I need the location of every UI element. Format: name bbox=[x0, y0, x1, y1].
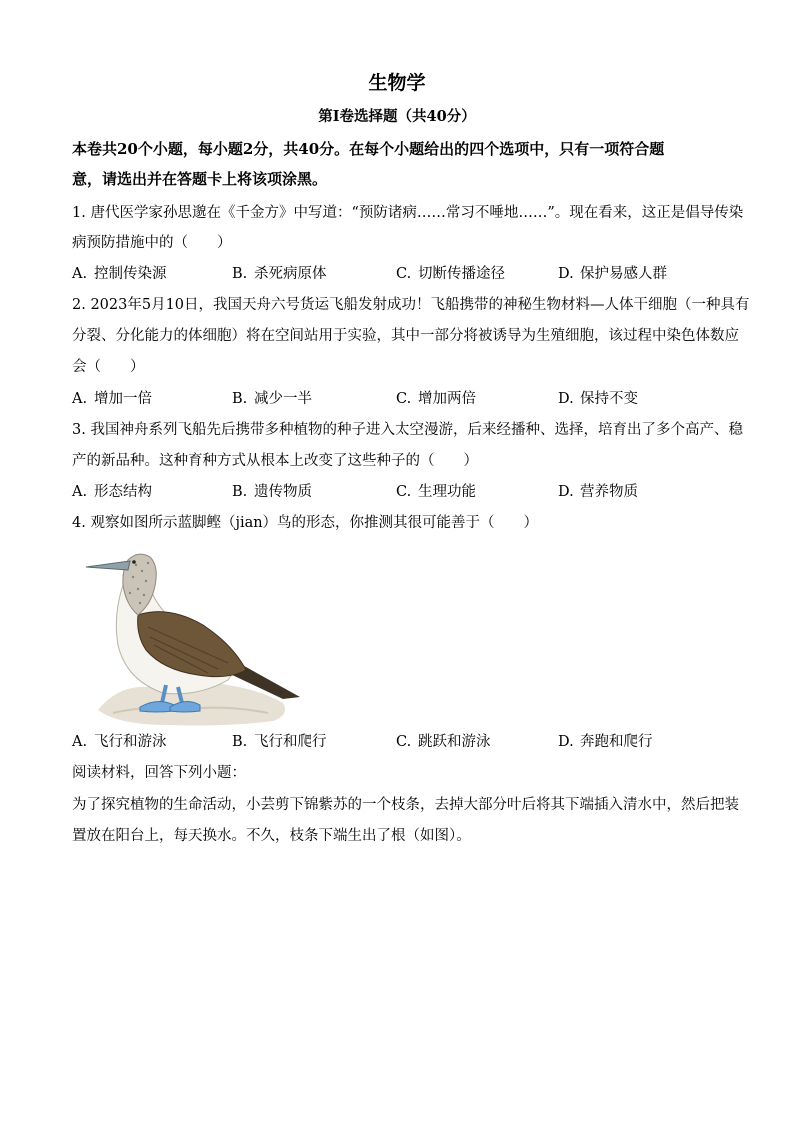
question-4-option-a: A. 飞行和游泳 bbox=[72, 734, 167, 750]
question-2-line-1: 2. 2023年5月10日，我国天舟六号货运飞船发射成功！飞船携带的神秘生物材料—人体干细胞（一种具有 bbox=[72, 297, 750, 313]
question-2-option-b: B. 减少一半 bbox=[232, 391, 312, 407]
question-2-line-2: 分裂、分化能力的体细胞）将在空间站用于实验，其中一部分将被诱导为生殖细胞，该过程中染色体数应 bbox=[72, 328, 739, 344]
question-4-option-d: D. 奔跑和爬行 bbox=[558, 734, 653, 750]
question-1-option-d: D. 保护易感人群 bbox=[558, 266, 667, 282]
reading-line-1: 为了探究植物的生命活动，小芸剪下锦紫苏的一个枝条，去掉大部分叶后将其下端插入清水中，然后把装 bbox=[72, 797, 739, 813]
question-3-option-c: C. 生理功能 bbox=[396, 484, 476, 500]
question-4-line-1: 4. 观察如图所示蓝脚鲣（jian）鸟的形态，你推测其很可能善于（ ） bbox=[72, 515, 539, 531]
question-2-option-d: D. 保持不变 bbox=[558, 391, 638, 407]
question-4-option-b: B. 飞行和爬行 bbox=[232, 734, 327, 750]
question-3-option-d: D. 营养物质 bbox=[558, 484, 638, 500]
question-2-option-c: C. 增加两倍 bbox=[396, 391, 476, 407]
section-title: 第Ⅰ卷选择题（共40分） bbox=[318, 108, 476, 125]
question-1-option-b: B. 杀死病原体 bbox=[232, 266, 327, 282]
question-1-line-1: 1. 唐代医学家孙思邈在《千金方》中写道：“预防诸病……常习不唾地……”。现在看来，这正是倡导传染 bbox=[72, 205, 744, 221]
instructions-line-1: 本卷共20个小题，每小题2分，共40分。在每个小题给出的四个选项中，只有一项符合题 bbox=[72, 140, 665, 158]
question-3-option-a: A. 形态结构 bbox=[72, 484, 152, 500]
question-3-line-1: 3. 我国神舟系列飞船先后携带多种植物的种子进入太空漫游，后来经播种、选择，培育出了多个高产、稳 bbox=[72, 422, 743, 438]
blue-footed-booby-illustration bbox=[78, 545, 303, 727]
question-1-option-c: C. 切断传播途径 bbox=[396, 266, 505, 282]
question-2-line-3: 会（ ） bbox=[72, 359, 145, 375]
question-1-option-a: A. 控制传染源 bbox=[72, 266, 167, 282]
instructions-line-2: 意，请选出并在答题卡上将该项涂黑。 bbox=[72, 170, 328, 188]
question-1-line-2: 病预防措施中的（ ） bbox=[72, 235, 232, 251]
question-3-option-b: B. 遗传物质 bbox=[232, 484, 312, 500]
question-4-option-c: C. 跳跃和游泳 bbox=[396, 734, 491, 750]
reading-line-2: 置放在阳台上，每天换水。不久，枝条下端生出了根（如图）。 bbox=[72, 828, 471, 844]
question-2-option-a: A. 增加一倍 bbox=[72, 391, 152, 407]
reading-intro: 阅读材料，回答下列小题： bbox=[72, 765, 246, 781]
page-title: 生物学 bbox=[368, 72, 426, 94]
question-3-line-2: 产的新品种。这种育种方式从根本上改变了这些种子的（ ） bbox=[72, 453, 478, 469]
